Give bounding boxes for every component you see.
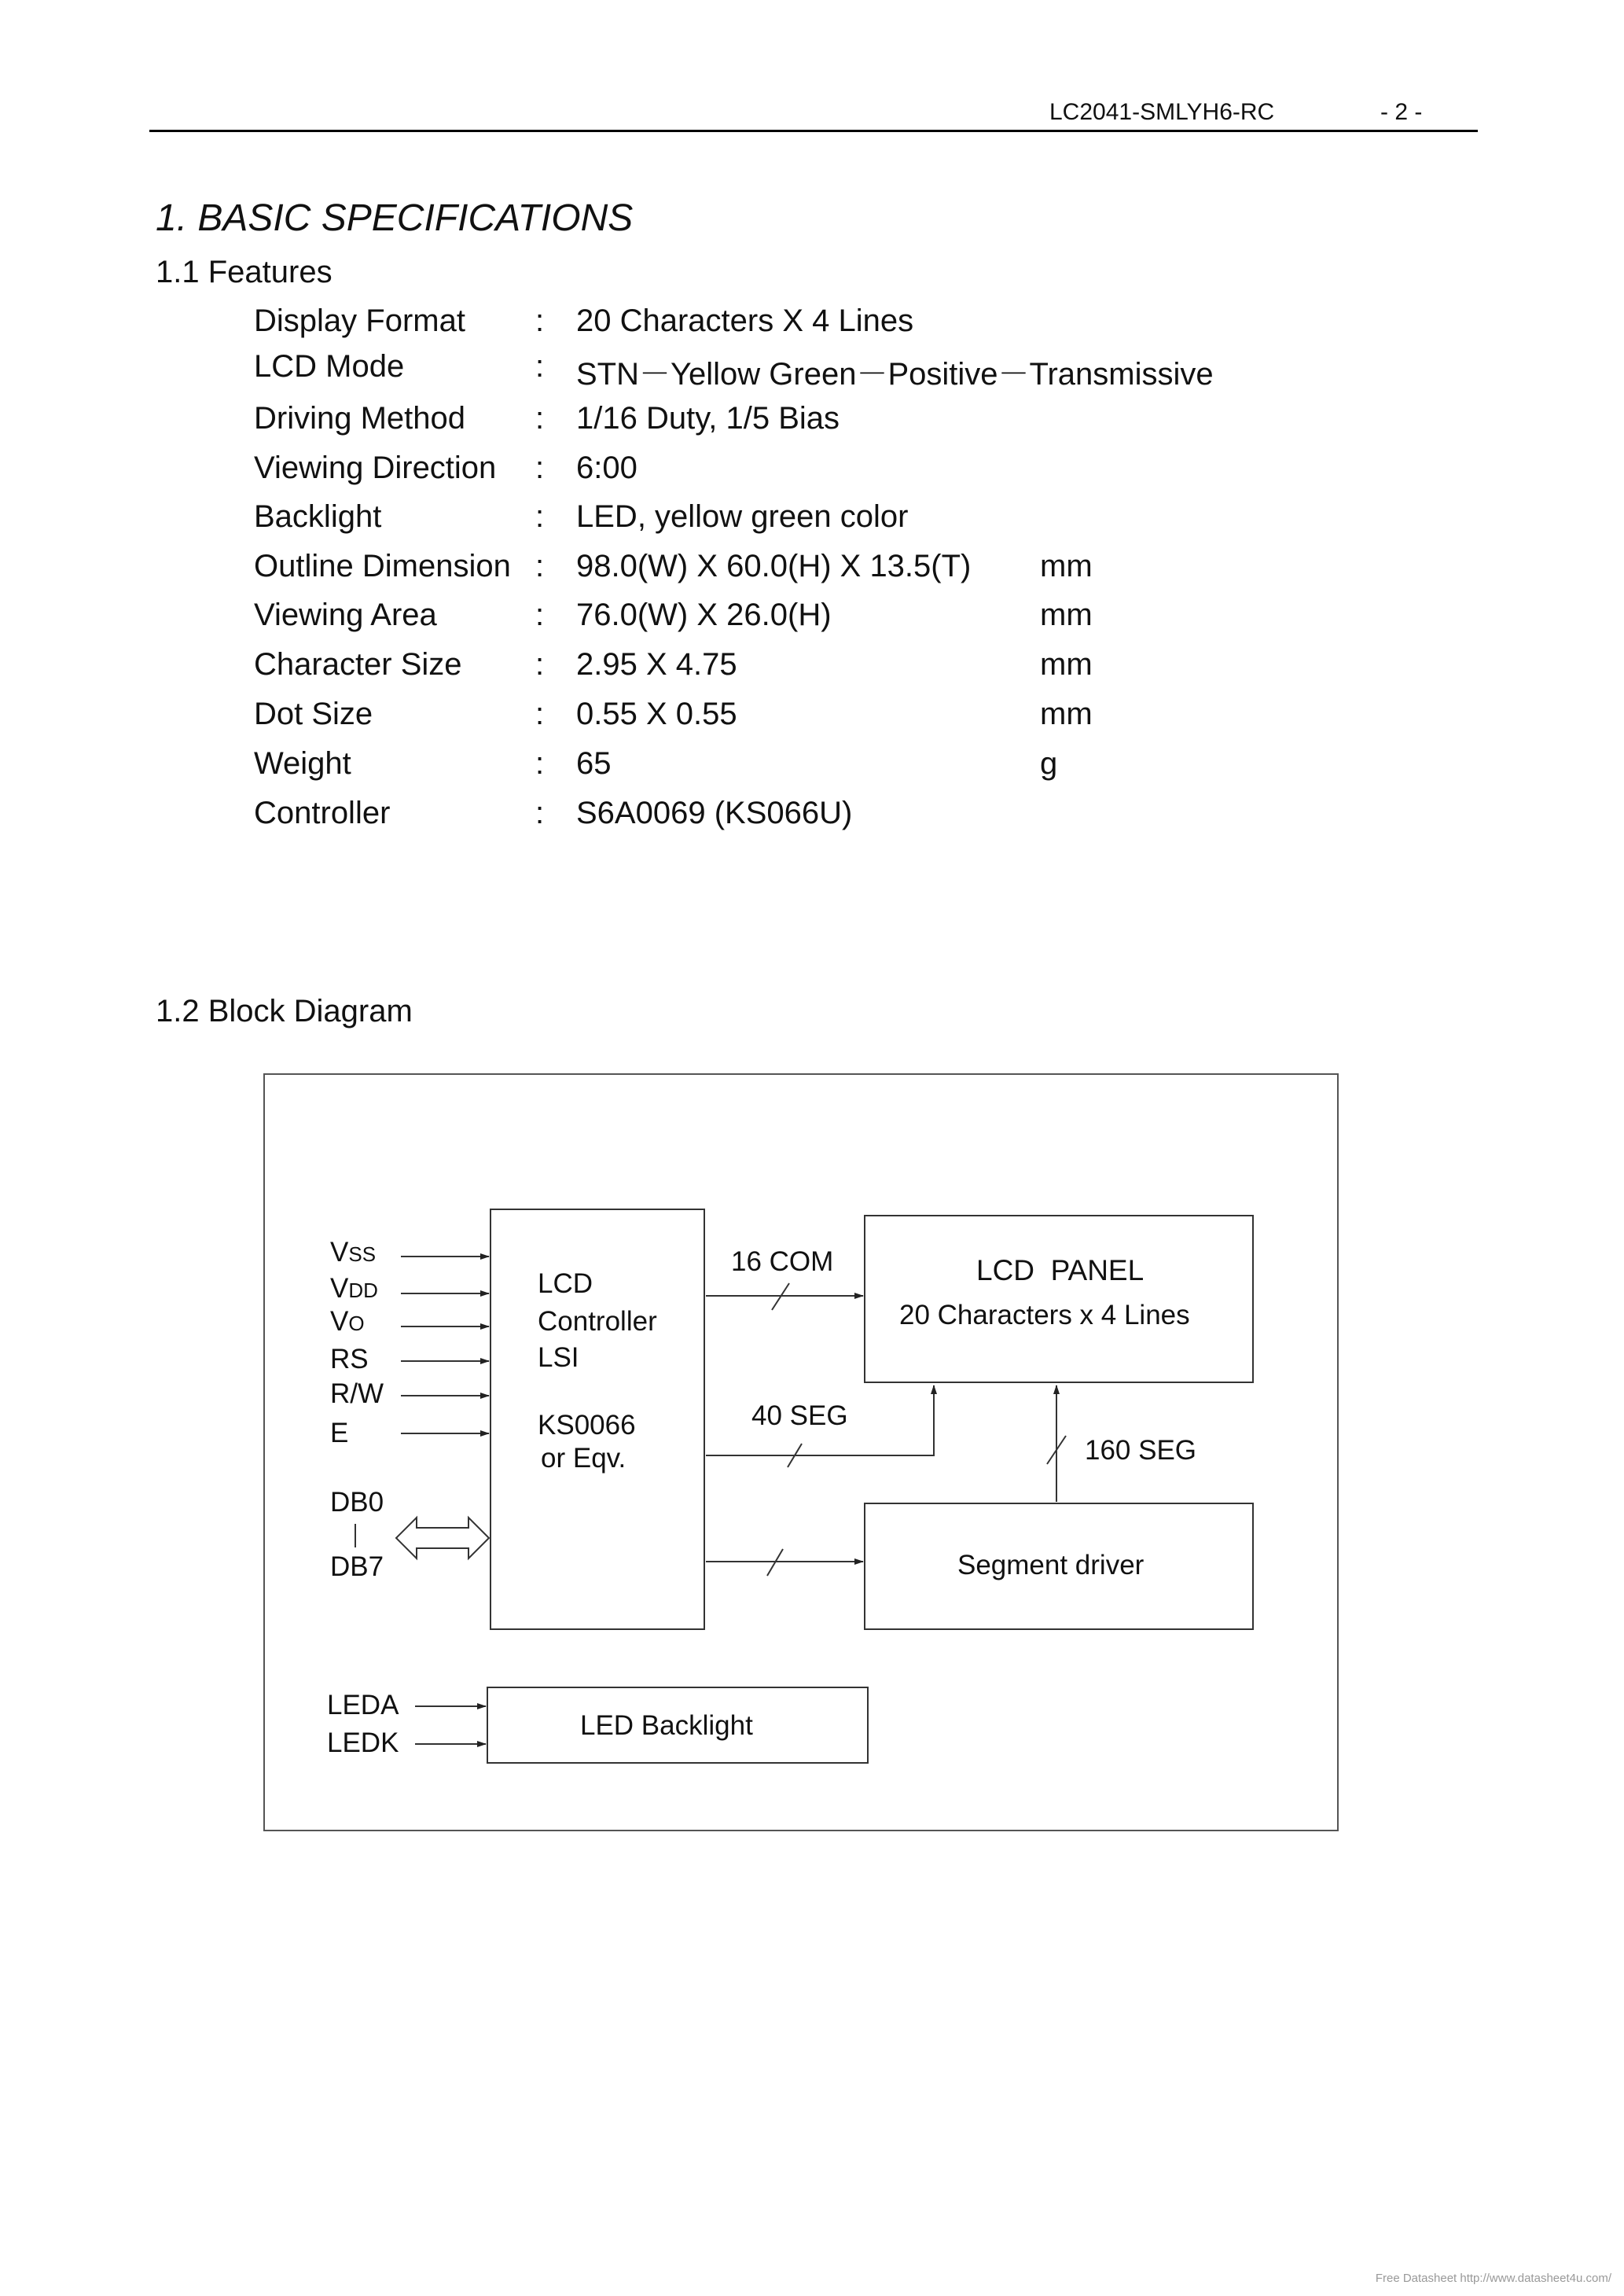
spec-colon: : [535,697,545,731]
data-bus-arrow [396,1518,489,1558]
spec-unit: mm [1040,549,1093,583]
spec-label: Weight [254,746,351,781]
spec-label: Controller [254,796,391,830]
spec-label: Viewing Area [254,598,437,632]
spec-colon: : [535,746,545,781]
controller-line3: LSI [538,1342,579,1373]
spec-colon: : [535,451,545,485]
spec-unit: mm [1040,647,1093,682]
lcd-panel-title: LCD PANEL [976,1254,1145,1286]
spec-colon: : [535,549,545,583]
seg160-bus-label: 160 SEG [1085,1435,1197,1466]
com-bus-label: 16 COM [731,1246,834,1277]
spec-value: 1/16 Duty, 1/5 Bias [576,401,840,436]
section-title: 1. BASIC SPECIFICATIONS [156,197,634,239]
rs-label: RS [330,1344,369,1374]
spec-label: Viewing Direction [254,451,497,485]
vo-label: VO [330,1306,365,1337]
controller-line4: KS0066 [538,1410,636,1441]
spec-label: Driving Method [254,401,466,436]
spec-value: 20 Characters X 4 Lines [576,304,914,338]
ledk-label: LEDK [327,1728,399,1758]
spec-colon: : [535,304,545,338]
vdd-label: VDD [330,1273,378,1304]
spec-label: Display Format [254,304,465,338]
spec-value: LED, yellow green color [576,499,909,534]
spec-label: Character Size [254,647,462,682]
page-number: - 2 - [1380,99,1423,125]
seg40-bus-label: 40 SEG [751,1400,848,1431]
spec-value: 6:00 [576,451,637,485]
rw-label: R/W [330,1378,384,1409]
db0-label: DB0 [330,1487,384,1518]
db7-label: DB7 [330,1551,384,1582]
spec-colon: : [535,499,545,534]
spec-value: 2.95 X 4.75 [576,647,737,682]
lcd-panel-box [865,1216,1253,1382]
features-heading: 1.1 Features [156,255,333,289]
spec-colon: : [535,796,545,830]
lcd-panel-subtitle: 20 Characters x 4 Lines [899,1300,1190,1330]
spec-value: 98.0(W) X 60.0(H) X 13.5(T) [576,549,972,583]
spec-label: Dot Size [254,697,373,731]
spec-label: Outline Dimension [254,549,511,583]
spec-value: 0.55 X 0.55 [576,697,737,731]
spec-value: STN－Yellow Green－Positive－Transmissive [576,357,1214,392]
e-label: E [330,1418,349,1448]
led-backlight-label: LED Backlight [580,1710,753,1741]
spec-value: 76.0(W) X 26.0(H) [576,598,832,632]
leda-label: LEDA [327,1690,399,1720]
spec-colon: : [535,598,545,632]
segment-driver-label: Segment driver [957,1550,1145,1580]
spec-colon: : [535,647,545,682]
spec-label: LCD Mode [254,349,405,384]
spec-value: 65 [576,746,612,781]
spec-unit: g [1040,746,1058,781]
block-diagram-heading: 1.2 Block Diagram [156,994,413,1028]
document-id: LC2041-SMLYH6-RC [1049,99,1275,125]
controller-line5: or Eqv. [541,1443,626,1474]
vss-label: VSS [330,1237,377,1268]
spec-label: Backlight [254,499,382,534]
footer-watermark: Free Datasheet http://www.datasheet4u.com/ [1375,2272,1611,2285]
spec-unit: mm [1040,598,1093,632]
spec-colon: : [535,349,545,384]
spec-value: S6A0069 (KS066U) [576,796,853,830]
spec-colon: : [535,401,545,436]
spec-unit: mm [1040,697,1093,731]
controller-line1: LCD [538,1268,593,1299]
controller-line2: Controller [538,1306,657,1337]
